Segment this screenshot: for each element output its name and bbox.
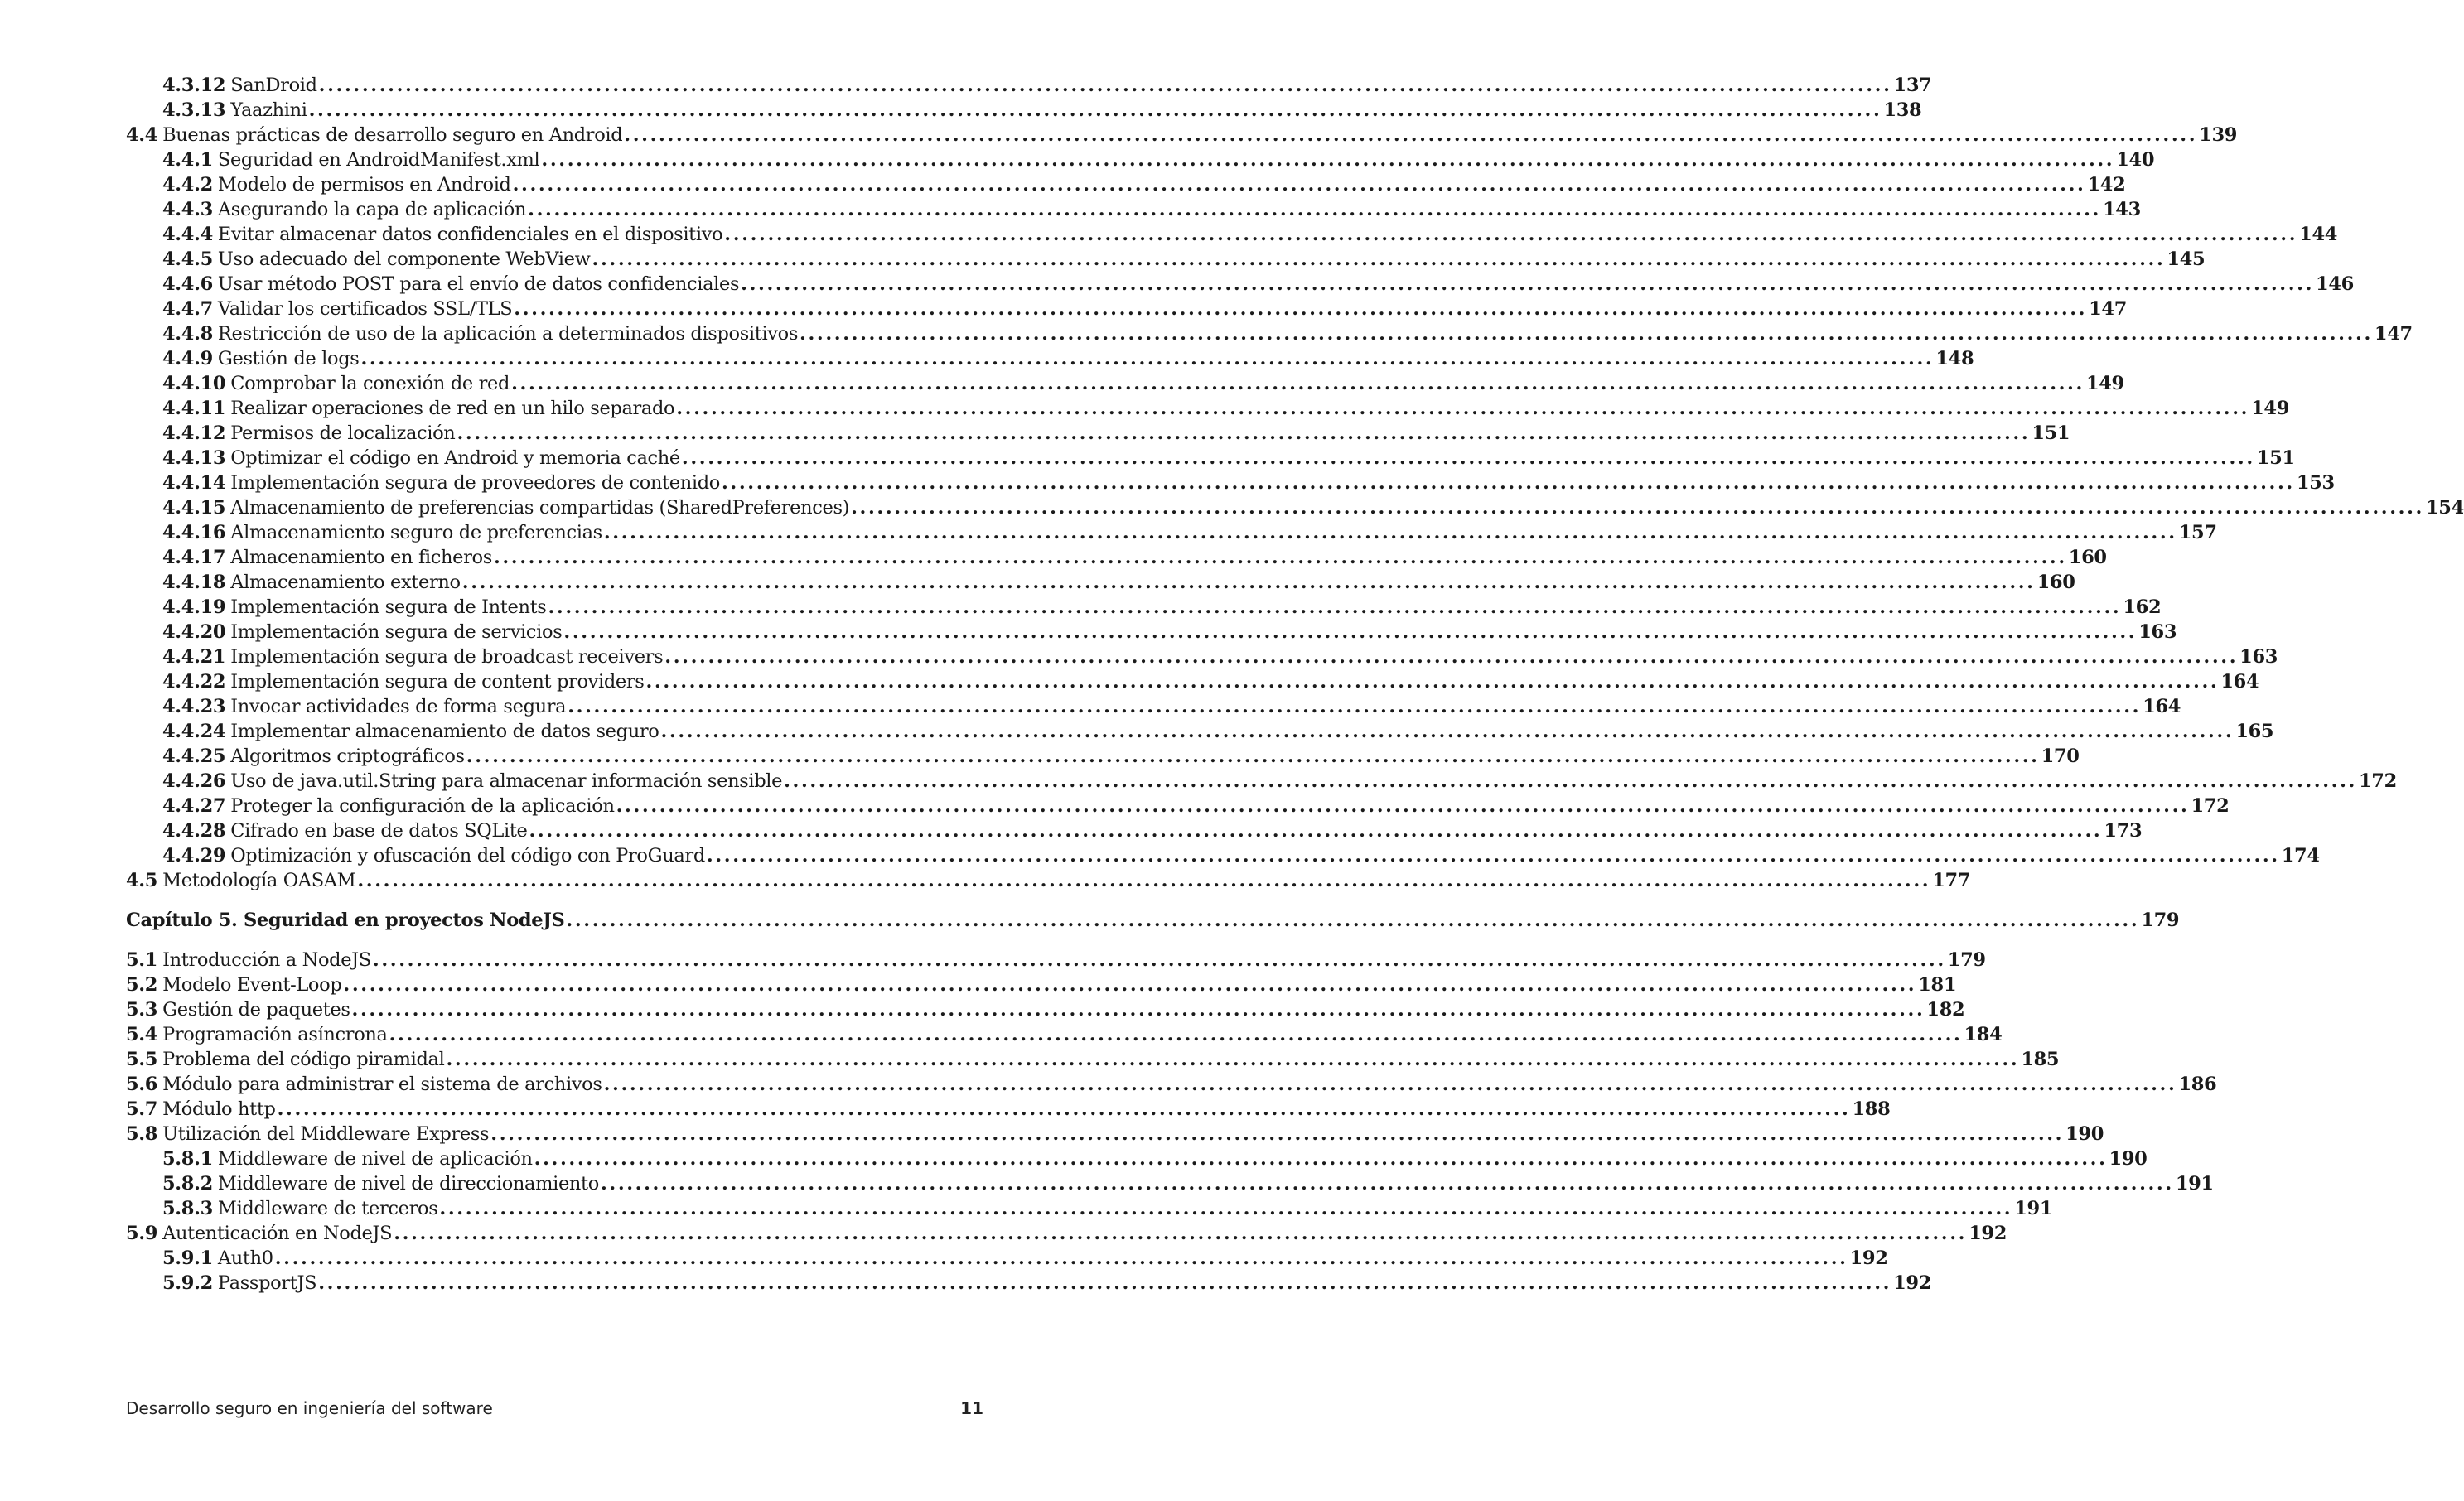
toc-entry-number: 4.3.13 xyxy=(162,99,226,121)
toc-entry-page: 162 xyxy=(2123,596,2162,618)
toc-dot-leader xyxy=(528,197,2101,222)
footer-page-number: 11 xyxy=(960,1398,983,1418)
toc-entry xyxy=(126,769,2397,794)
toc-entry-number: 4.4.10 xyxy=(162,373,226,394)
toc-entry xyxy=(126,644,2278,669)
toc-dot-leader xyxy=(394,1221,1967,1246)
toc-entry-number: 5.8.3 xyxy=(162,1198,213,1219)
toc-entry xyxy=(126,495,2464,520)
toc-dot-leader xyxy=(646,669,2220,694)
toc-entry-page: 191 xyxy=(2175,1173,2214,1195)
toc-dot-leader xyxy=(660,719,2234,744)
toc-dot-leader xyxy=(724,222,2297,247)
toc-entry xyxy=(126,818,2143,843)
toc-entry xyxy=(126,197,2141,222)
toc-entry xyxy=(126,1171,2214,1196)
toc-entry-page: 185 xyxy=(2021,1049,2060,1070)
toc-entry xyxy=(126,371,2124,396)
toc-entry-title: Validar los certificados SSL/TLS xyxy=(217,298,513,320)
toc-dot-leader xyxy=(566,908,2139,933)
toc-entry-number: 4.4.23 xyxy=(162,696,226,717)
toc-entry xyxy=(126,719,2274,744)
toc-entry xyxy=(126,1072,2217,1097)
toc-dot-leader xyxy=(568,694,2141,719)
toc-entry xyxy=(126,446,2295,471)
toc-entry-page: 142 xyxy=(2087,174,2126,195)
toc-dot-leader xyxy=(466,744,2040,769)
toc-entry xyxy=(126,172,2126,197)
toc-dot-leader xyxy=(784,769,2357,794)
toc-dot-leader xyxy=(529,818,2102,843)
toc-entry-number: 4.4.5 xyxy=(162,249,213,270)
toc-entry-page: 153 xyxy=(2296,472,2335,494)
toc-entry-page: 192 xyxy=(1969,1223,2007,1244)
toc-entry-title: Cifrado en base de datos SQLite xyxy=(230,820,528,842)
toc-entry-title: Asegurando la capa de aplicación xyxy=(217,199,527,220)
toc-entry-title: Autenticación en NodeJS xyxy=(162,1223,393,1244)
toc-entry-number: 4.4.7 xyxy=(162,298,213,320)
toc-entry xyxy=(126,1221,2007,1246)
toc-entry-page: 149 xyxy=(2085,373,2124,394)
toc-entry xyxy=(126,346,1974,371)
toc-dot-leader xyxy=(357,868,1930,893)
toc-entry-title: Implementación segura de proveedores de contenido xyxy=(230,472,720,494)
toc-dot-leader xyxy=(511,371,2085,396)
toc-entry-number: 5.9 xyxy=(126,1223,158,1244)
toc-entry xyxy=(126,744,2080,769)
footer-book-title: Desarrollo seguro en ingeniería del software xyxy=(126,1398,493,1418)
toc-entry-number: 4.4.27 xyxy=(162,795,226,817)
toc-dot-leader xyxy=(601,1171,2174,1196)
toc-entry-title: Evitar almacenar datos confidenciales en el dispositivo xyxy=(217,224,723,245)
toc-entry-page: 181 xyxy=(1918,974,1957,996)
toc-entry xyxy=(126,1196,2053,1221)
toc-entry-page: 173 xyxy=(2104,820,2143,842)
toc-dot-leader xyxy=(513,172,2086,197)
toc-entry-number: 4.4.13 xyxy=(162,447,226,469)
toc-entry-title: Optimizar el código en Android y memoria caché xyxy=(230,447,680,469)
toc-entry-title: Seguridad en AndroidManifest.xml xyxy=(217,149,540,171)
toc-entry-title: Uso adecuado del componente WebView xyxy=(217,249,591,270)
toc-entry-number: 4.4.1 xyxy=(162,149,213,171)
toc-entry xyxy=(126,948,1986,973)
toc-entry-title: Optimización y ofuscación del código con ProGuard xyxy=(230,845,705,866)
toc-entry-page: 192 xyxy=(1893,1272,1931,1294)
toc-entry xyxy=(126,868,1971,893)
toc-entry-number: 4.4.2 xyxy=(162,174,213,195)
toc-entry-page: 191 xyxy=(2014,1198,2053,1219)
toc-dot-leader xyxy=(676,396,2249,421)
toc-entry xyxy=(126,1246,1888,1271)
toc-entry-page: 160 xyxy=(2068,547,2107,568)
toc-entry xyxy=(126,973,1957,997)
toc-entry-title: Middleware de nivel de direccionamiento xyxy=(217,1173,599,1195)
toc-entry-number: 5.3 xyxy=(126,999,158,1021)
toc-dot-leader xyxy=(319,73,1892,98)
toc-entry-page: 137 xyxy=(1893,75,1932,96)
toc-entry-number: 4.4.3 xyxy=(162,199,213,220)
toc-entry xyxy=(126,123,2238,147)
toc-dot-leader xyxy=(462,570,2036,595)
toc-entry-number: 4.4 xyxy=(126,124,158,146)
toc-entry-title: Modelo Event-Loop xyxy=(162,974,342,996)
toc-entry-page: 192 xyxy=(1849,1248,1888,1269)
toc-entry-number: 4.4.29 xyxy=(162,845,226,866)
toc-entry-number: 4.3.12 xyxy=(162,75,226,96)
toc-entry xyxy=(126,272,2354,297)
toc-dot-leader xyxy=(439,1196,2012,1221)
toc-entry-title: Middleware de terceros xyxy=(217,1198,438,1219)
toc-entry-number: 4.4.18 xyxy=(162,572,226,593)
toc-entry-title: Utilización del Middleware Express xyxy=(162,1123,490,1145)
toc-entry-page: 164 xyxy=(2143,696,2181,717)
toc-entry xyxy=(126,1271,1931,1296)
toc-entry xyxy=(126,321,2413,346)
toc-entry-number: 4.4.4 xyxy=(162,224,213,245)
toc-dot-leader xyxy=(373,948,1946,973)
toc-entry-page: 170 xyxy=(2041,746,2080,767)
toc-entry-page: 184 xyxy=(1964,1024,2003,1045)
toc-entry xyxy=(126,396,2290,421)
toc-dot-leader xyxy=(309,98,1882,123)
toc-entry xyxy=(126,1097,1891,1122)
toc-entry-page: 147 xyxy=(2374,323,2413,345)
page-footer xyxy=(126,1398,983,1418)
toc-entry-title: PassportJS xyxy=(217,1272,317,1294)
toc-dot-leader xyxy=(682,446,2255,471)
toc-entry-page: 144 xyxy=(2299,224,2338,245)
toc-entry-number: 4.4.26 xyxy=(162,770,226,792)
toc-dot-leader xyxy=(541,147,2114,172)
toc-entry-title: Almacenamiento seguro de preferencias xyxy=(230,522,602,543)
toc-dot-leader xyxy=(604,520,2177,545)
toc-entry-page: 186 xyxy=(2178,1074,2217,1095)
toc-entry xyxy=(126,98,1922,123)
toc-entry-page: 163 xyxy=(2138,621,2177,643)
toc-entry xyxy=(126,570,2075,595)
toc-entry-number: 5.7 xyxy=(126,1098,158,1120)
toc-dot-leader xyxy=(563,620,2137,644)
toc-dot-leader xyxy=(343,973,1916,997)
toc-entry-title: Almacenamiento en ficheros xyxy=(230,547,492,568)
toc-entry-number: 5.8 xyxy=(126,1123,158,1145)
toc-entry-page: 165 xyxy=(2235,721,2274,742)
toc-entry-page: 138 xyxy=(1883,99,1922,121)
toc-entry-page: 147 xyxy=(2089,298,2128,320)
toc-dot-leader xyxy=(800,321,2373,346)
table-of-contents xyxy=(126,73,2464,1296)
toc-dot-leader xyxy=(851,495,2424,520)
toc-entry-number: 5.9.1 xyxy=(162,1248,213,1269)
toc-entry-title: Invocar actividades de forma segura xyxy=(230,696,567,717)
toc-entry-title: Buenas prácticas de desarrollo seguro en Android xyxy=(162,124,623,146)
toc-entry-page: 163 xyxy=(2239,646,2278,668)
toc-entry xyxy=(126,545,2107,570)
toc-entry-number: 5.1 xyxy=(126,949,158,971)
toc-entry-number: 4.4.28 xyxy=(162,820,226,842)
toc-entry xyxy=(126,222,2338,247)
toc-entry-page: 146 xyxy=(2316,273,2354,295)
toc-dot-leader xyxy=(707,843,2280,868)
toc-entry xyxy=(126,520,2217,545)
toc-entry-number: 4.4.8 xyxy=(162,323,213,345)
toc-entry-page: 164 xyxy=(2220,671,2259,693)
toc-entry xyxy=(126,247,2206,272)
toc-entry-title: Capítulo 5. Seguridad en proyectos NodeJS xyxy=(126,910,565,931)
toc-dot-leader xyxy=(534,1146,2108,1171)
toc-entry-title: Realizar operaciones de red en un hilo separado xyxy=(230,398,675,419)
toc-entry-title: Uso de java.util.String para almacenar información sensible xyxy=(230,770,783,792)
toc-entry-number: 5.5 xyxy=(126,1049,158,1070)
toc-entry-number: 5.6 xyxy=(126,1074,158,1095)
toc-chapter-entry xyxy=(126,908,2180,933)
toc-entry xyxy=(126,1047,2060,1072)
toc-entry-number: 4.4.20 xyxy=(162,621,226,643)
toc-dot-leader xyxy=(446,1047,2019,1072)
toc-entry-title: Introducción a NodeJS xyxy=(162,949,371,971)
toc-entry xyxy=(126,73,1932,98)
toc-entry-page: 151 xyxy=(2256,447,2295,469)
toc-entry-page: 172 xyxy=(2191,795,2230,817)
toc-entry-title: Comprobar la conexión de red xyxy=(230,373,510,394)
toc-entry-number: 4.4.22 xyxy=(162,671,226,693)
toc-dot-leader xyxy=(490,1122,2064,1146)
toc-dot-leader xyxy=(664,644,2238,669)
toc-entry-number: 4.5 xyxy=(126,870,158,891)
toc-entry xyxy=(126,997,1965,1022)
toc-entry-number: 5.9.2 xyxy=(162,1272,213,1294)
toc-entry xyxy=(126,620,2177,644)
toc-entry-page: 143 xyxy=(2103,199,2141,220)
toc-entry-number: 4.4.21 xyxy=(162,646,226,668)
toc-entry-number: 5.2 xyxy=(126,974,158,996)
toc-dot-leader xyxy=(624,123,2197,147)
toc-entry-title: Implementación segura de content providers xyxy=(230,671,645,693)
toc-dot-leader xyxy=(722,471,2295,495)
toc-entry xyxy=(126,1022,2003,1047)
toc-entry xyxy=(126,669,2259,694)
toc-entry-page: 177 xyxy=(1932,870,1971,891)
toc-entry-title: Middleware de nivel de aplicación xyxy=(217,1148,533,1170)
toc-entry-title: Módulo http xyxy=(162,1098,276,1120)
toc-entry-title: Gestión de logs xyxy=(217,348,360,369)
toc-entry-number: 4.4.14 xyxy=(162,472,226,494)
toc-dot-leader xyxy=(457,421,2030,446)
toc-entry-page: 179 xyxy=(2141,910,2180,931)
toc-entry-page: 139 xyxy=(2199,124,2238,146)
toc-entry xyxy=(126,421,2070,446)
toc-entry-title: Modelo de permisos en Android xyxy=(217,174,511,195)
toc-dot-leader xyxy=(389,1022,1963,1047)
toc-entry-title: Proteger la configuración de la aplicación xyxy=(230,795,615,817)
toc-entry-number: 4.4.12 xyxy=(162,422,226,444)
toc-dot-leader xyxy=(514,297,2087,321)
toc-entry-title: Implementación segura de broadcast receivers xyxy=(230,646,664,668)
toc-dot-leader xyxy=(494,545,2067,570)
toc-dot-leader xyxy=(360,346,1934,371)
toc-entry-title: Almacenamiento de preferencias compartidas (SharedPreferences) xyxy=(230,497,850,519)
toc-entry-number: 4.4.17 xyxy=(162,547,226,568)
toc-entry-title: Implementación segura de Intents xyxy=(230,596,547,618)
toc-entry-page: 190 xyxy=(2065,1123,2104,1145)
toc-entry-title: Implementar almacenamiento de datos seguro xyxy=(230,721,659,742)
toc-entry-title: Gestión de paquetes xyxy=(162,999,350,1021)
toc-entry-number: 4.4.9 xyxy=(162,348,213,369)
toc-entry xyxy=(126,1122,2104,1146)
toc-entry-page: 157 xyxy=(2178,522,2217,543)
toc-entry xyxy=(126,843,2320,868)
toc-entry-page: 149 xyxy=(2251,398,2290,419)
toc-entry-page: 174 xyxy=(2281,845,2320,866)
toc-entry-number: 4.4.16 xyxy=(162,522,226,543)
toc-entry-page: 145 xyxy=(2167,249,2206,270)
toc-entry-page: 188 xyxy=(1852,1098,1891,1120)
toc-entry xyxy=(126,694,2181,719)
toc-entry-title: Algoritmos criptográficos xyxy=(230,746,465,767)
toc-dot-leader xyxy=(275,1246,1848,1271)
toc-dot-leader xyxy=(616,794,2190,818)
toc-entry-page: 179 xyxy=(1947,949,1986,971)
toc-dot-leader xyxy=(604,1072,2177,1097)
toc-entry-number: 5.4 xyxy=(126,1024,158,1045)
toc-entry-page: 151 xyxy=(2032,422,2070,444)
toc-entry-title: Permisos de localización xyxy=(230,422,456,444)
toc-entry-number: 4.4.19 xyxy=(162,596,226,618)
toc-entry xyxy=(126,1146,2148,1171)
toc-entry-number: 4.4.24 xyxy=(162,721,226,742)
toc-entry-title: Módulo para administrar el sistema de archivos xyxy=(162,1074,602,1095)
toc-entry-number: 4.4.6 xyxy=(162,273,213,295)
toc-entry-number: 4.4.15 xyxy=(162,497,226,519)
toc-entry-page: 172 xyxy=(2358,770,2397,792)
toc-entry-page: 148 xyxy=(1935,348,1974,369)
toc-entry xyxy=(126,147,2155,172)
toc-entry-title: Almacenamiento externo xyxy=(230,572,461,593)
toc-dot-leader xyxy=(318,1271,1891,1296)
toc-entry-number: 5.8.2 xyxy=(162,1173,213,1195)
toc-dot-leader xyxy=(352,997,1925,1022)
toc-dot-leader xyxy=(592,247,2166,272)
toc-entry-number: 5.8.1 xyxy=(162,1148,213,1170)
toc-entry-title: Restricción de uso de la aplicación a determinados dispositivos xyxy=(217,323,799,345)
toc-entry-title: Auth0 xyxy=(217,1248,273,1269)
toc-entry xyxy=(126,297,2128,321)
toc-entry xyxy=(126,471,2335,495)
toc-entry xyxy=(126,794,2230,818)
toc-entry-title: SanDroid xyxy=(230,75,317,96)
toc-entry-page: 160 xyxy=(2036,572,2075,593)
toc-entry-title: Implementación segura de servicios xyxy=(230,621,563,643)
toc-entry-number: 4.4.11 xyxy=(162,398,226,419)
toc-entry-page: 154 xyxy=(2425,497,2464,519)
toc-entry-number: 4.4.25 xyxy=(162,746,226,767)
toc-entry-page: 182 xyxy=(1926,999,1965,1021)
toc-entry-title: Yaazhini xyxy=(230,99,307,121)
toc-entry xyxy=(126,595,2162,620)
toc-entry-title: Metodología OASAM xyxy=(162,870,356,891)
toc-entry-title: Usar método POST para el envío de datos confidenciales xyxy=(217,273,740,295)
toc-entry-page: 140 xyxy=(2116,149,2155,171)
toc-entry-title: Problema del código piramidal xyxy=(162,1049,445,1070)
toc-dot-leader xyxy=(741,272,2314,297)
toc-dot-leader xyxy=(278,1097,1851,1122)
toc-entry-title: Programación asíncrona xyxy=(162,1024,388,1045)
toc-dot-leader xyxy=(548,595,2122,620)
toc-entry-page: 190 xyxy=(2109,1148,2148,1170)
